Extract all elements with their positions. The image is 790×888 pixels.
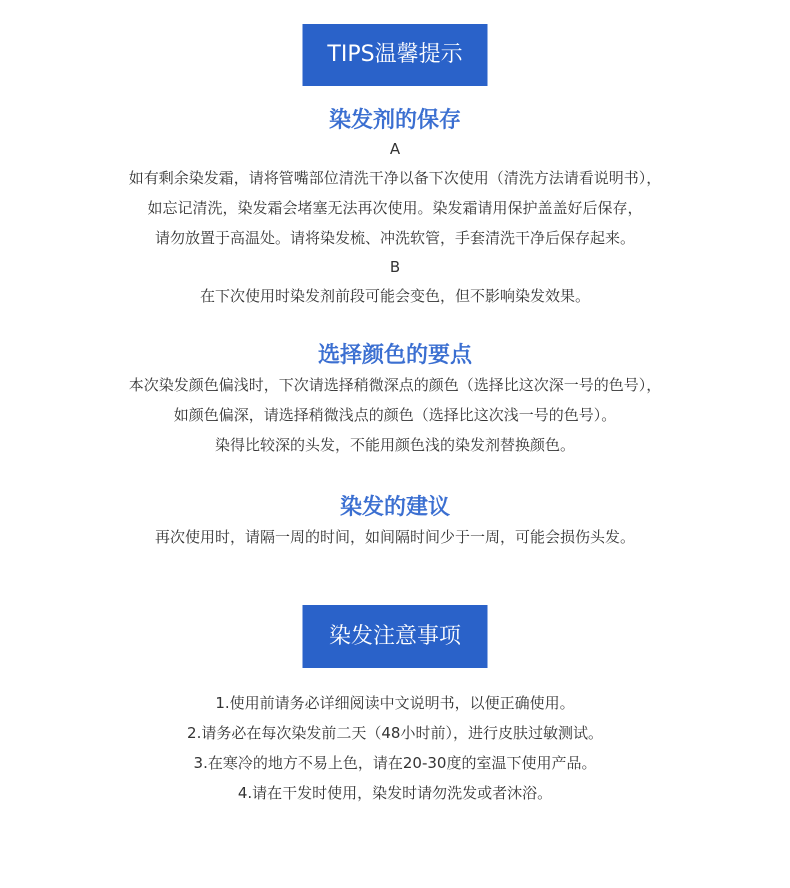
- note-item: 3.在寒冷的地方不易上色，请在20-30度的室温下使用产品。: [193, 754, 597, 772]
- note-item: 4.请在干发时使用，染发时请勿洗发或者沐浴。: [237, 784, 553, 802]
- advice-title: 染发的建议: [339, 495, 450, 520]
- color-choice-line: 本次染发颜色偏浅时，下次请选择稍微深点的颜色（选择比这次深一号的色号），: [128, 376, 662, 394]
- storage-a-line: 如有剩余染发霜，请将管嘴部位清洗干净以备下次使用（清洗方法请看说明书），: [128, 169, 662, 187]
- advice-section: [0, 494, 790, 552]
- storage-section: [0, 107, 790, 311]
- advice-line: 再次使用时，请隔一周的时间，如间隔时间少于一周，可能会损伤头发。: [154, 528, 635, 546]
- notes-banner: 染发注意事项: [303, 605, 488, 668]
- storage-title: 染发剂的保存: [328, 108, 461, 133]
- notes-list: [0, 688, 790, 808]
- storage-b-line: 在下次使用时染发剂前段可能会变色，但不影响染发效果。: [199, 287, 590, 305]
- color-choice-line: 如颜色偏深，请选择稍微浅点的颜色（选择比这次浅一号的色号）。: [173, 406, 617, 424]
- color-choice-section: [0, 342, 790, 460]
- note-item: 1.使用前请务必详细阅读中文说明书，以便正确使用。: [215, 694, 575, 712]
- storage-a-line: 请勿放置于高温处。请将染发梳、冲洗软管，手套清洗干净后保存起来。: [154, 229, 635, 247]
- tips-banner: TIPS温馨提示: [303, 24, 488, 86]
- storage-a-line: 如忘记清洗，染发霜会堵塞无法再次使用。染发霜请用保护盖盖好后保存，: [147, 199, 643, 217]
- color-choice-title: 选择颜色的要点: [317, 343, 472, 368]
- storage-a-label: A: [389, 140, 401, 158]
- color-choice-line: 染得比较深的头发，不能用颜色浅的染发剂替换颜色。: [214, 436, 575, 454]
- storage-b-label: B: [389, 258, 401, 276]
- note-item: 2.请务必在每次染发前二天（48小时前），进行皮肤过敏测试。: [187, 724, 603, 742]
